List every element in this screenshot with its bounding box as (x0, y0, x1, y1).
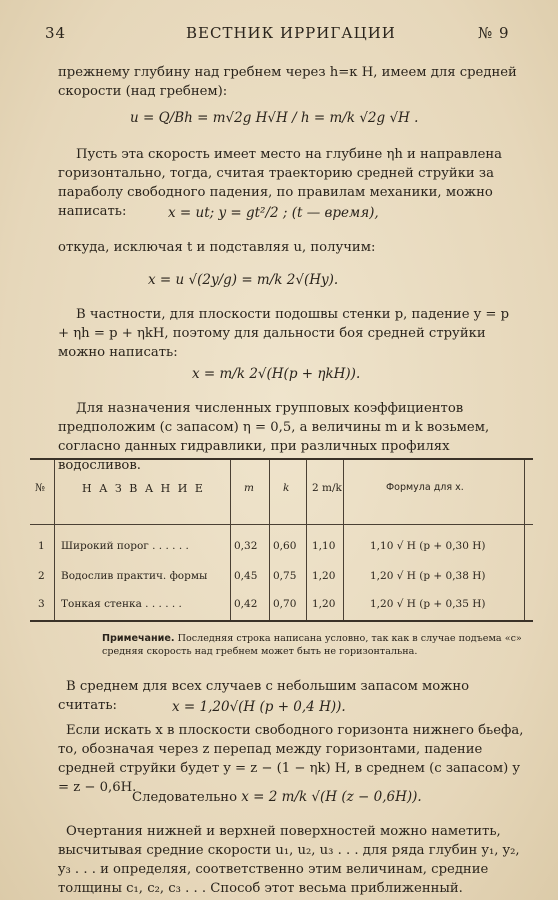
footnote-text: Последняя строка написана условно, так как в случае подъема «c» средняя скорость над гребнем может быть не горизонтальна. (102, 633, 522, 657)
formula-average: x = 1,20√(H (p + 0,4 H)). (172, 699, 346, 715)
table-header-rule (30, 524, 533, 525)
table-header-no: № (35, 482, 45, 494)
table-row-name: Широкий порог . . . . . . (61, 540, 189, 552)
paragraph-8 (132, 788, 422, 807)
table-row-m: 0,42 (234, 598, 258, 610)
paragraph-2: Пусть эта скорость имеет место на глубине ηh и направлена горизонтально, тогда, считая траекторию средней струйки за параболу свободного падения, по правилам механики, можно написать: (58, 147, 503, 219)
footnote-label: Примечание. (102, 633, 175, 644)
page-number: 34 (45, 24, 67, 42)
table-header-m: m (244, 482, 254, 494)
table-row-k: 0,60 (273, 540, 297, 552)
formula-trajectory: x = ut; y = gt²/2 ; (t — время), (168, 205, 379, 221)
paragraph-6: В среднем для всех случаев с небольшим запасом можно считать: (58, 679, 470, 713)
table-row-ratio: 1,10 (312, 540, 336, 552)
table-col-divider (524, 460, 525, 620)
coefficients-table (30, 458, 533, 622)
paragraph-4: В частности, для плоскости подошвы стенки p, падение y = p + ηh = p + ηkH, поэтому для дальности боя средней струйки можно написать: (58, 307, 510, 360)
table-header-k: k (283, 482, 290, 494)
table-col-divider (306, 460, 307, 620)
table-header-name: Н А З В А Н И Е (82, 482, 205, 495)
formula-lower-pool: x = 2 m/k √(H (z − 0,6H)). (241, 789, 422, 805)
paragraph-1: прежнему глубину над гребнем через h=κ H, имеем для средней скорости (над гребнем): (58, 65, 517, 99)
formula-velocity: u = Q/Bh = m√2g H√H / h = m/k √2g √H . (130, 110, 419, 126)
table-col-divider (54, 460, 55, 620)
table-row-ratio: 1,20 (312, 570, 336, 582)
table-row-m: 0,32 (234, 540, 258, 552)
table-header-ratio: 2 m/k (312, 482, 342, 494)
table-row-formula: 1,20 √ H (p + 0,38 H) (370, 570, 486, 582)
table-row-formula: 1,20 √ H (p + 0,35 H) (370, 598, 486, 610)
journal-title: ВЕСТНИК ИРРИГАЦИИ (186, 24, 396, 42)
paragraph-5: Для назначения численных групповых коэффициентов предположим (с запасом) η = 0,5, а величины m и k возьмем, согласно данных гидравлики, при различных профилях водосливов. (58, 401, 490, 473)
table-header-formula: Формула для x. (386, 482, 464, 493)
paragraph-7: Если искать x в плоскости свободного горизонта нижнего бьефа, то, обозначая через z перепад между горизонтами, падение средней струйки будет y = z − (1 − ηk) H, в среднем (с запасом) y = z − 0,6H. (58, 723, 524, 795)
table-row-no: 2 (38, 570, 45, 582)
table-row-k: 0,70 (273, 598, 297, 610)
issue-number: № 9 (478, 24, 510, 42)
table-footnote (102, 632, 522, 658)
formula-range: x = u √(2y/g) = m/k 2√(Hy). (148, 272, 339, 288)
table-row-formula: 1,10 √ H (p + 0,30 H) (370, 540, 486, 552)
table-row-name: Тонкая стенка . . . . . . (61, 598, 182, 610)
table-row-ratio: 1,20 (312, 598, 336, 610)
consequently-label: Следовательно (132, 790, 238, 805)
paragraph-3: откуда, исключая t и подставляя u, получим: (58, 240, 376, 255)
formula-range-p: x = m/k 2√(H(p + ηkH)). (192, 366, 361, 382)
table-row-no: 1 (38, 540, 45, 552)
table-row-m: 0,45 (234, 570, 258, 582)
table-row-no: 3 (38, 598, 45, 610)
table-col-divider (230, 460, 231, 620)
paragraph-9: Очертания нижней и верхней поверхностей можно наметить, высчитывая средние скорости u₁, u₂, u₃ . . . для ряда глубин y₁, y₂, y₃ . . . и определяя, соответственно этим величинам, средние толщины c₁, c₂, c₃ . . . Способ этот весьма приближенный. (58, 824, 520, 896)
table-col-divider (269, 460, 270, 620)
table-row-k: 0,75 (273, 570, 297, 582)
table-col-divider (343, 460, 344, 620)
table-row-name: Водослив практич. формы (61, 570, 208, 582)
